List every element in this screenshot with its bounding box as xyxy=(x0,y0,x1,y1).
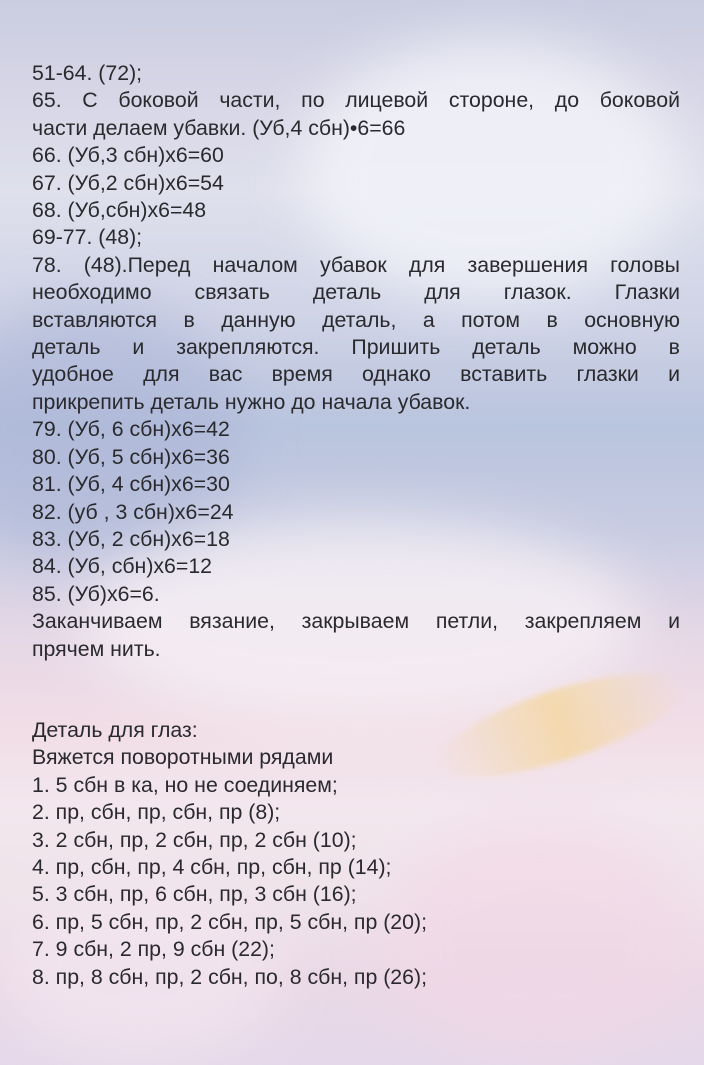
paragraph-line: вставляются в данную деталь, а потом в основную xyxy=(32,307,680,332)
eye-row-line: 6. пр, 5 сбн, пр, 2 сбн, пр, 5 сбн, пр (20); xyxy=(32,909,428,934)
paragraph-line: необходимо связать деталь для глазок. Глазки xyxy=(32,280,680,305)
eye-detail-heading: Деталь для глаз: xyxy=(32,717,198,742)
finish-line: Заканчиваем вязание, закрываем петли, закрепляем и xyxy=(32,609,680,634)
row-line: 51-64. (72); xyxy=(32,61,143,85)
row-line: 65. С боковой части, по лицевой стороне, до боковой xyxy=(32,88,680,113)
row-line: 79. (Уб, 6 сбн)х6=42 xyxy=(32,417,230,442)
finish-line: прячем нить. xyxy=(32,636,161,661)
spacer xyxy=(32,663,680,717)
row-line: 82. (уб , 3 сбн)х6=24 xyxy=(32,499,234,524)
pattern-text xyxy=(32,60,680,991)
paragraph-line: деталь и закрепляются. Пришить деталь можно в xyxy=(32,335,680,360)
eye-row-line: 8. пр, 8 сбн, пр, 2 сбн, по, 8 сбн, пр (26); xyxy=(32,964,428,989)
row-line: 66. (Уб,3 сбн)х6=60 xyxy=(32,143,224,168)
row-line: 81. (Уб, 4 сбн)х6=30 xyxy=(32,472,230,497)
eye-detail-subheading: Вяжется поворотными рядами xyxy=(32,745,334,770)
paragraph-line: прикрепить деталь нужно до начала убавок. xyxy=(32,389,471,414)
row-line: 69-77. (48); xyxy=(32,225,143,250)
eye-row-line: 7. 9 сбн, 2 пр, 9 сбн (22); xyxy=(32,937,275,962)
paragraph-line: 78. (48).Перед началом убавок для завершения головы xyxy=(32,252,680,277)
row-line: 67. (Уб,2 сбн)х6=54 xyxy=(32,170,224,195)
eye-row-line: 2. пр, сбн, пр, сбн, пр (8); xyxy=(32,800,281,825)
row-line: 80. (Уб, 5 сбн)х6=36 xyxy=(32,444,230,469)
eye-row-line: 5. 3 сбн, пр, 6 сбн, пр, 3 сбн (16); xyxy=(32,882,357,907)
paragraph-line: удобное для вас время однако вставить глазки и xyxy=(32,362,680,387)
eye-row-line: 3. 2 сбн, пр, 2 сбн, пр, 2 сбн (10); xyxy=(32,827,357,852)
row-line: 68. (Уб,сбн)х6=48 xyxy=(32,198,207,223)
row-line: 84. (Уб, сбн)х6=12 xyxy=(32,554,213,579)
row-line: 85. (Уб)х6=6. xyxy=(32,581,160,606)
row-line: части делаем убавки. (Уб,4 сбн)•6=66 xyxy=(32,115,406,140)
eye-row-line: 1. 5 сбн в ка, но не соединяем; xyxy=(32,772,338,797)
row-line: 83. (Уб, 2 сбн)х6=18 xyxy=(32,526,230,551)
eye-row-line: 4. пр, сбн, пр, 4 сбн, пр, сбн, пр (14); xyxy=(32,854,392,879)
